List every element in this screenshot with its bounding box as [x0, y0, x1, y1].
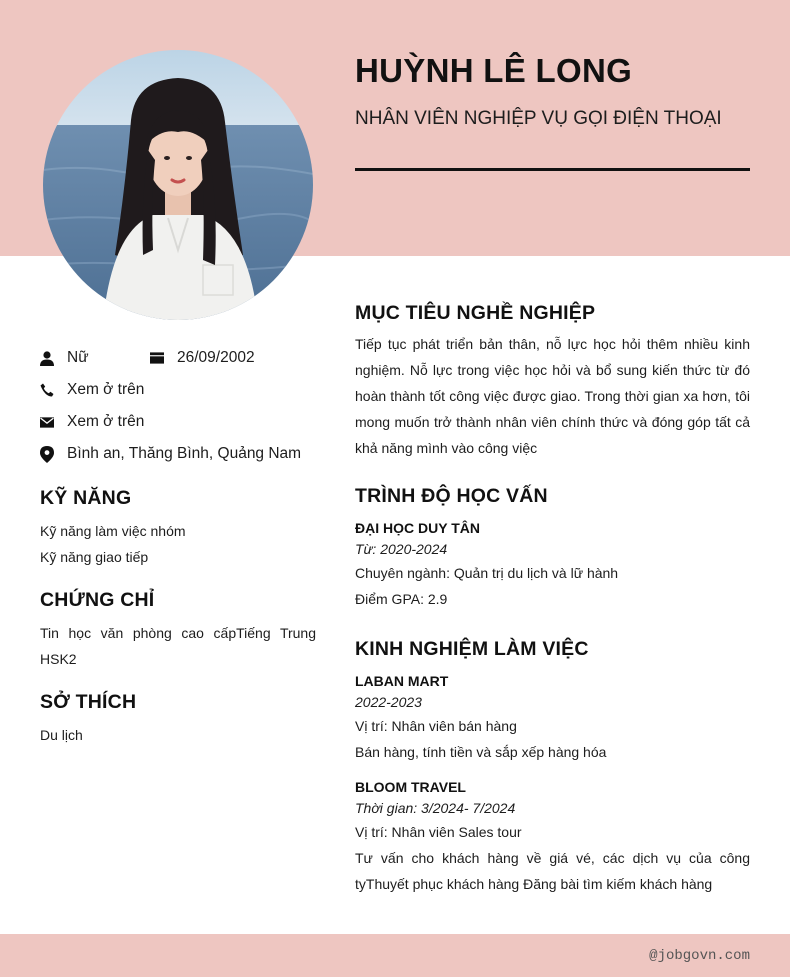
education-gpa: Điểm GPA: 2.9	[355, 591, 448, 607]
job-position: Vị trí: Nhân viên Sales tour	[355, 824, 522, 840]
hobbies-heading: SỞ THÍCH	[40, 691, 137, 713]
email-icon	[40, 415, 54, 429]
education-heading: TRÌNH ĐỘ HỌC VẤN	[355, 485, 548, 507]
hobbies-section	[40, 691, 316, 748]
contact-row-gender-dob	[40, 342, 320, 374]
contact-row-email	[40, 406, 320, 438]
phone-value: Xem ở trên	[67, 381, 145, 398]
certificates-section	[40, 589, 316, 672]
job-description: Bán hàng, tính tiền và sắp xếp hàng hóa	[355, 744, 607, 760]
contact-info	[40, 342, 320, 470]
job-period: 2022-2023	[355, 694, 422, 710]
contact-row-address	[40, 438, 320, 470]
gender-value: Nữ	[67, 349, 89, 366]
job-company: LABAN MART	[355, 673, 449, 689]
candidate-name: HUỲNH LÊ LONG	[355, 52, 633, 89]
certificates-heading: CHỨNG CHỈ	[40, 589, 155, 611]
profile-photo	[43, 50, 313, 320]
skills-heading: KỸ NĂNG	[40, 487, 132, 509]
location-pin-icon	[40, 447, 54, 461]
job-entry	[355, 779, 750, 897]
title-divider	[355, 168, 750, 171]
education-period: Từ: 2020-2024	[355, 541, 448, 557]
education-section	[355, 485, 750, 612]
job-company: BLOOM TRAVEL	[355, 779, 466, 795]
certificates-text: Tin học văn phòng cao cấpTiếng Trung HSK2	[40, 625, 316, 667]
school-name: ĐẠI HỌC DUY TÂN	[355, 520, 480, 536]
email-value: Xem ở trên	[67, 413, 145, 430]
job-entry	[355, 673, 750, 765]
objective-section	[355, 302, 750, 461]
job-period: Thời gian: 3/2024- 7/2024	[355, 800, 516, 816]
hobbies-text: Du lịch	[40, 727, 83, 743]
skill-item: Kỹ năng giao tiếp	[40, 549, 149, 565]
experience-section	[355, 638, 750, 897]
experience-heading: KINH NGHIỆM LÀM VIỆC	[355, 638, 589, 660]
objective-heading: MỤC TIÊU NGHỀ NGHIỆP	[355, 302, 596, 324]
contact-row-phone	[40, 374, 320, 406]
dob-value: 26/09/2002	[177, 349, 255, 366]
job-description: Tư vấn cho khách hàng về giá vé, các dịch vụ của công tyThuyết phục khách hàng Đăng bài tìm kiếm khách hàng	[355, 850, 750, 892]
job-title: NHÂN VIÊN NGHIỆP VỤ GỌI ĐIỆN THOẠI	[355, 108, 722, 129]
footer-watermark: @jobgovn.com	[649, 948, 750, 964]
objective-text: Tiếp tục phát triển bản thân, nỗ lực học hỏi thêm nhiều kinh nghiệm. Nỗ lực trong việc học hỏi và bổ sung kiến thức từ đó hoàn thành tốt công việc được giao. Trong thời gian xa hơn, tôi mong muốn trở thành nhân viên chính thức và đóng góp tất cả khả năng mình vào công việc	[355, 336, 750, 456]
address-value: Bình an, Thăng Bình, Quảng Nam	[67, 445, 302, 462]
job-position: Vị trí: Nhân viên bán hàng	[355, 718, 517, 734]
education-major: Chuyên ngành: Quản trị du lịch và lữ hành	[355, 565, 619, 581]
person-icon	[40, 351, 54, 365]
calendar-icon	[150, 351, 164, 365]
skills-section	[40, 487, 316, 570]
skill-item: Kỹ năng làm việc nhóm	[40, 523, 186, 539]
phone-icon	[40, 383, 54, 397]
